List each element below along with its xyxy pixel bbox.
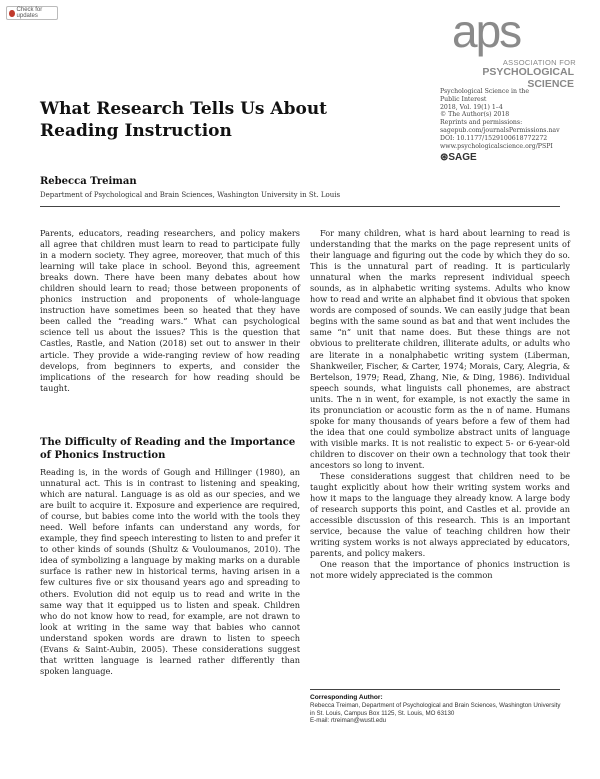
corresponding-heading: Corresponding Author: bbox=[310, 694, 383, 701]
aps-logo-subtitle-1: ASSOCIATION FOR bbox=[502, 58, 576, 67]
paragraph: These considerations suggest that children need to be taught explicitly about how their writing system works and how it maps to the language they already know. A large body of research supports this point, and Castles et al. provide an accessible discussion of this research. This is an important service, because the value of teaching children how their writing system works is not always appreciated by educators, parents, and policy makers. bbox=[310, 471, 570, 559]
header-divider bbox=[40, 206, 560, 207]
section-heading: The Difficulty of Reading and the Importance of Phonics Instruction bbox=[40, 437, 296, 461]
meta-line[interactable]: www.psychologicalscience.org/PSPI bbox=[440, 142, 553, 150]
sage-icon: ⊛ bbox=[440, 152, 449, 163]
left-column-body bbox=[40, 467, 300, 677]
paragraph: For many children, what is hard about learning to read is understanding that the marks on the page represent units of their language and figuring out the code by which they do so. This is the unnatural part of reading. It is particularly unnatural when the marks represent individual speech sounds, as in alphabetic writing systems. Adults who know how to read and write an alphabet find it obvious that spoken words are composed of sounds. We can easily judge that bean begins with the same sound as bat and that went includes the same “n” unit that name does. But these things are not obvious to preliterate children, illiterate adults, or adults who are literate in a nonalphabetic writing system (Liberman, Shankweiler, Fischer, & Carter, 1974; Morais, Cary, Alegria, & Bertelson, 1979; Read, Zhang, Nie, & Ding, 1986). Individual speech sounds, what linguists call phonemes, are abstract units. The n in went, for example, is not exactly the same in its pronunciation or acoustic form as the n of name. Humans spoke for many thousands of years before a few of them had the idea that one could symbolize abstract units of language with visible marks. It is not realistic to expect 5- or 6-year-old children to discover on their own a technology that took their ancestors so long to invent. bbox=[310, 228, 570, 470]
meta-line: Psychological Science in the bbox=[440, 88, 530, 95]
article-title: What Research Tells Us About Reading Instruction bbox=[40, 99, 328, 141]
author-name: Rebecca Treiman bbox=[40, 176, 137, 187]
footnote-divider bbox=[310, 689, 560, 690]
meta-line: Public Interest bbox=[440, 95, 487, 103]
corresponding-email[interactable]: E-mail: rtreiman@wustl.edu bbox=[310, 717, 387, 725]
corresponding-address: Rebecca Treiman, Department of Psychological and Brain Sciences, Washington University in St. Louis, Campus Box 1125, St. Louis, MO 63130 bbox=[310, 701, 561, 717]
paragraph: Reading is, in the words of Gough and Hillinger (1980), an unnatural act. This is in contrast to listening and speaking, which are natural. Language is as old as our species, and we are built to acquire it. Exposure and experience are required, of course, but babies come into the world with the tools they need. Well before infants can understand any words, for example, they find speech interesting to listen to and prefer it to other kinds of sounds (Shultz & Vouloumanos, 2010). The idea of symbolizing a language by making marks on a durable surface is rather new in historical terms, having arisen in a few cultures five or six thousand years ago and spreading to others. Evolution did not equip us to read and write in the same way that it equipped us to listen and speak. Children who do not know how to read, for example, are not drawn to look at writing in the same way that babies who cannot understand spoken words are drawn to listen to speech (Evans & Saint-Aubin, 2005). These considerations suggest that written language is learned rather differently than spoken language. bbox=[40, 467, 300, 676]
check-for-updates-label: Check for updates bbox=[16, 7, 43, 19]
aps-logo: aps bbox=[452, 5, 521, 57]
meta-line: Reprints and permissions: bbox=[440, 119, 523, 127]
aps-logo-subtitle-2: PSYCHOLOGICAL SCIENCE bbox=[482, 66, 574, 90]
publisher-name: SAGE bbox=[448, 152, 477, 163]
paragraph: Parents, educators, reading researchers, and policy makers all agree that children must learn to read to participate fully in a modern society. They agree, moreover, that much of this learning will take place in school. Beyond this, agreement breaks down. There have been many debates about how children should learn to read; those between proponents of phonics instruction and proponents of whole-language instruction have sometimes been so heated that they have been called the “reading wars.” What can psychological science tell us about the issues? This is the question that Castles, Rastle, and Nation (2018) set out to answer in their article. They provide a wide-ranging review of how reading develops, from beginners to experts, and consider the implications of the research for how reading should be taught. bbox=[40, 228, 300, 393]
check-for-updates-badge[interactable] bbox=[6, 6, 58, 20]
journal-metadata bbox=[440, 88, 590, 150]
paragraph: One reason that the importance of phonics instruction is not more widely appreciated is the common bbox=[310, 559, 570, 581]
meta-line[interactable]: sagepub.com/journalsPermissions.nav bbox=[440, 126, 560, 134]
update-icon bbox=[9, 10, 15, 17]
sage-logo bbox=[440, 152, 477, 163]
meta-line[interactable]: DOI: 10.1177/1529100618772272 bbox=[440, 134, 548, 142]
meta-line: © The Author(s) 2018 bbox=[440, 111, 510, 119]
left-column-intro bbox=[40, 228, 300, 394]
meta-line: 2018, Vol. 19(1) 1–4 bbox=[440, 103, 503, 111]
corresponding-author bbox=[310, 694, 562, 725]
author-affiliation: Department of Psychological and Brain Sciences, Washington University in St. Louis bbox=[40, 191, 341, 199]
right-column bbox=[310, 228, 570, 582]
